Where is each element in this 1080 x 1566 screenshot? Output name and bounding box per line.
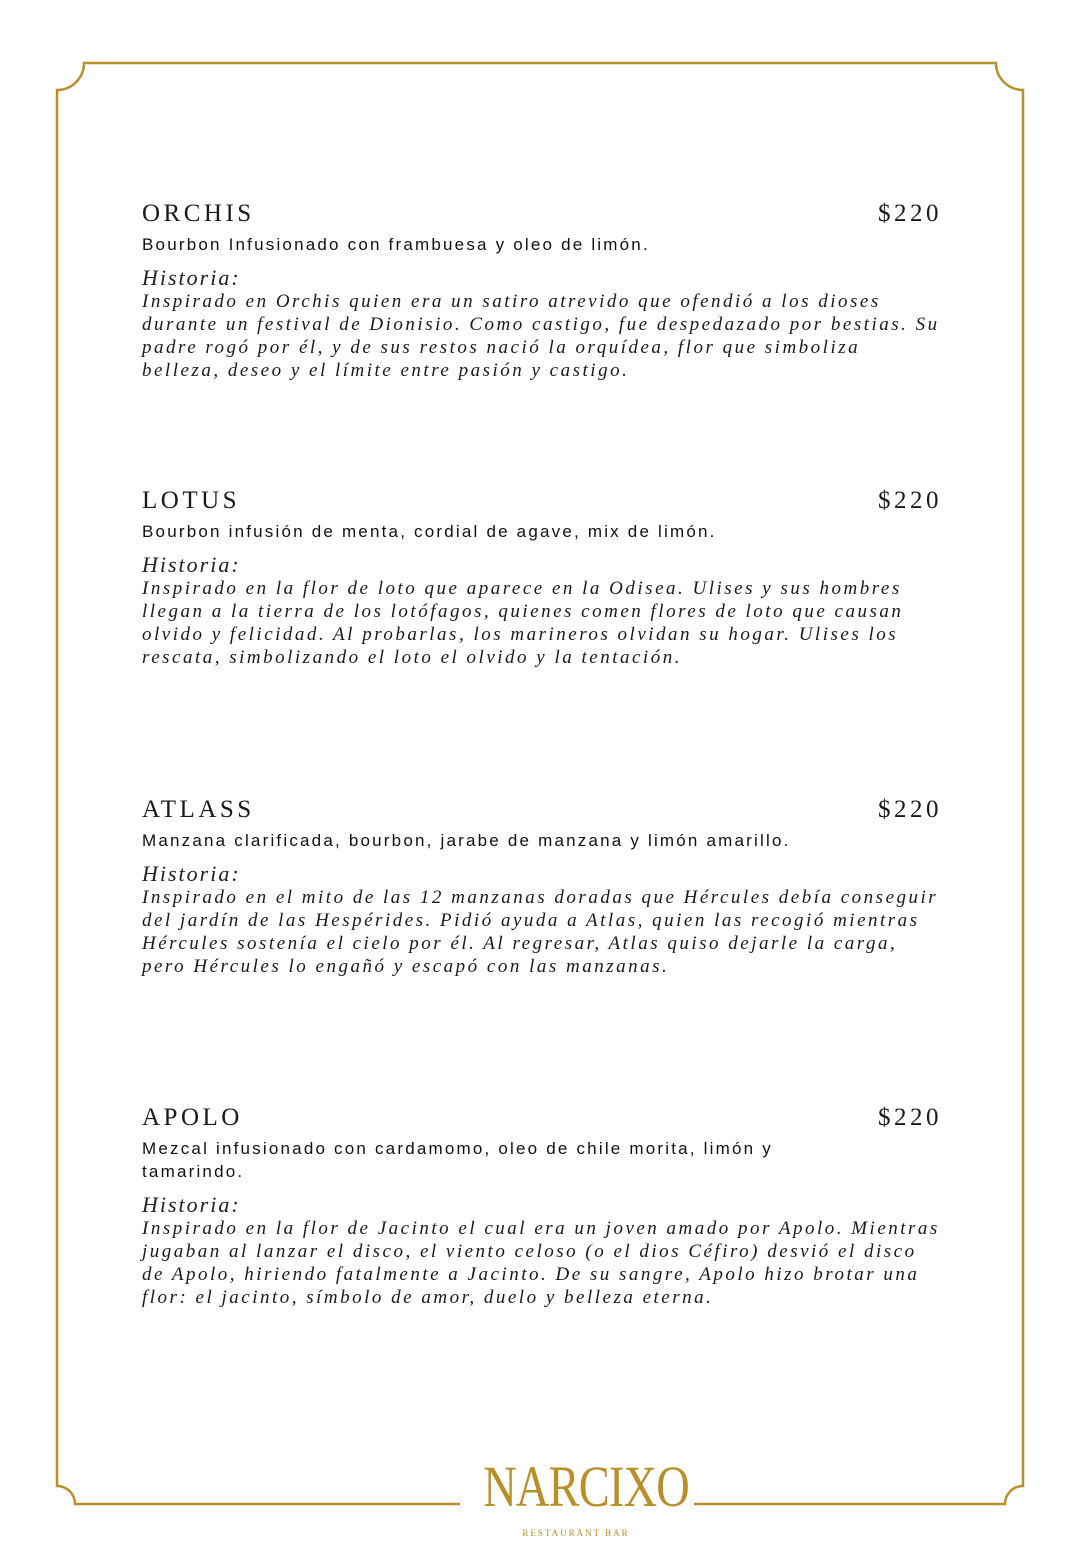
menu-item-lotus xyxy=(142,486,942,669)
item-price: $220 xyxy=(878,796,942,823)
item-price: $220 xyxy=(878,1104,942,1131)
logo-subtitle: RESTAURANT BAR xyxy=(522,1528,630,1538)
menu-item-apolo xyxy=(142,1103,942,1309)
item-price: $220 xyxy=(878,200,942,227)
item-price: $220 xyxy=(878,487,942,514)
menu-item-orchis xyxy=(142,199,942,382)
item-name: ORCHIS xyxy=(142,200,255,227)
item-name: LOTUS xyxy=(142,487,241,514)
history-label: Historia: xyxy=(142,265,241,290)
history-text: Inspirado en la flor de Jacinto el cual era un joven amado por Apolo. Mientras jugaban al lanzar el disco, el viento celoso (o el dios Céfiro) desvió el disco de Apolo, hiriendo fatalmente a Jacinto. De su sangre, Apolo hizo brotar una flor: el jacinto, símbolo de amor, duelo y belleza eterna. xyxy=(142,1218,940,1308)
history-label: Historia: xyxy=(142,1192,241,1217)
item-description: Bourbon infusión de menta, cordial de agave, mix de limón. xyxy=(142,522,717,541)
history-label: Historia: xyxy=(142,552,241,577)
history-text: Inspirado en la flor de loto que aparece en la Odisea. Ulises y sus hombres llegan a la tierra de los lotófagos, quienes comen flores de loto que causan olvido y felicidad. Al probarlas, los marineros olvidan su hogar. Ulises los rescata, simbolizando el loto el olvido y la tentación. xyxy=(142,578,904,668)
item-name: ATLASS xyxy=(142,796,255,823)
item-name: APOLO xyxy=(142,1104,243,1131)
item-description: Mezcal infusionado con cardamomo, oleo de chile morita, limón y tamarindo. xyxy=(142,1139,773,1181)
history-text: Inspirado en el mito de las 12 manzanas doradas que Hércules debía conseguir del jardín de las Hespérides. Pidió ayuda a Atlas, quien las recogió mientras Hércules sostenía el cielo por él. Al regresar, Atlas quiso dejarle la carga, pero Hércules lo engañó y escapó con las manzanas. xyxy=(142,887,939,977)
brand-logo xyxy=(460,1452,692,1538)
item-description: Bourbon Infusionado con frambuesa y oleo de limón. xyxy=(142,235,650,254)
menu-item-atlass xyxy=(142,795,942,978)
history-text: Inspirado en Orchis quien era un satiro atrevido que ofendió a los dioses durante un festival de Dionisio. Como castigo, fue despedazado por bestias. Su padre rogó por él, y de sus restos nació la orquídea, flor que simboliza belleza, deseo y el límite entre pasión y castigo. xyxy=(142,291,940,381)
item-description: Manzana clarificada, bourbon, jarabe de manzana y limón amarillo. xyxy=(142,831,791,850)
logo-wordmark: NARCIXO xyxy=(483,1454,689,1519)
history-label: Historia: xyxy=(142,861,241,886)
